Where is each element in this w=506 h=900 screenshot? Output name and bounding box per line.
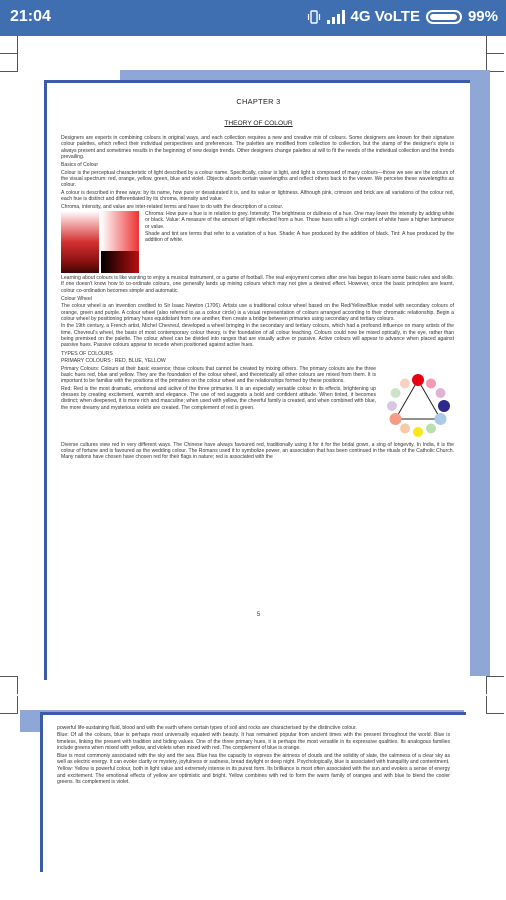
- battery-icon: [426, 10, 462, 24]
- document-viewer[interactable]: [0, 36, 506, 900]
- paragraph: Learning about colours is like wanting to enjoy a musical instrument, or a game of football. The real enjoyment comes after one has begun to learn some basic rules and skills. If one doesn't know how to co-ordinate colours, one generally lands up mixing colours which may not give a desired effect. However, once the basic principles are learnt, colour co-ordination becomes simple and automatic.: [61, 275, 454, 294]
- wheel-color-dot: [438, 400, 450, 412]
- paragraph: Colour is the perceptual characteristic of light described by a colour name. Specifically, colour is light, and light is composed of many colours—those we see are the colours of the visual spectrum: red, orange, yellow, green, blue and violet. Objects absorb certain wavelengths and reflect others back to the viewer. We perceive these wavelengths as colour.: [61, 169, 454, 189]
- wheel-color-dot: [412, 374, 424, 386]
- page-body: [47, 135, 470, 461]
- battery-percent: 99%: [467, 8, 498, 25]
- shade-swatch: [61, 211, 99, 273]
- wheel-color-dot: [413, 427, 423, 437]
- section-title: THEORY OF COLOUR: [224, 120, 293, 127]
- paragraph: Blue is most commonly associated with the sky and the sea. Blue has the capacity to express the airiness of clouds and the solidity of slate, the calmness of a clear sky as well as electric energy. It can evoke clarity or mystery, joyfulness or sadness, bread daylight or deep night. Psychologically, blue is associated with tranquility and contentment.: [57, 752, 450, 765]
- chroma-text: [145, 211, 454, 273]
- page-body: [43, 725, 466, 785]
- chroma-figure: [61, 211, 454, 273]
- chapter-heading: CHAPTER 3: [236, 97, 281, 106]
- crop-mark-icon: [0, 676, 18, 694]
- wheel-color-dot: [435, 413, 447, 425]
- subheading: Basics of Colour: [61, 162, 99, 169]
- vibrate-icon: [307, 10, 321, 24]
- wheel-color-dot: [391, 388, 401, 398]
- paragraph: Primary Colours: Colours at their basic essence; those colours that cannot be created by mixing others. The primary colours are the three basic hues red, blue and yellow. They are the foundation of the colour wheel, and theoretically all other colours are mixed from them. It is important to be familiar with the positions of the primaries on the colour wheel and the relationships formed by these positions.: [61, 365, 376, 385]
- wheel-color-dot: [426, 423, 436, 433]
- wheel-color-dot: [400, 378, 410, 388]
- color-wheel-image: [382, 370, 454, 442]
- subheading: Colour Wheel: [61, 295, 92, 302]
- paragraph: A colour is described in three ways: by its name, how pure or desaturated it is, and its value or lightness. Although pink, crimson and brick are all variations of the colour red, each hue is distinct and differentiated by its chroma, intensity and value.: [61, 189, 454, 203]
- wheel-color-dot: [390, 413, 402, 425]
- subheading: PRIMARY COLOURS : RED, BLUE, YELLOW: [61, 358, 166, 365]
- wheel-color-dot: [436, 388, 446, 398]
- network-label: 4G VoLTE: [350, 8, 420, 25]
- paragraph: Chroma, intensity, and value are inter-related terms and have to do with the description of a colour.: [61, 203, 284, 210]
- document-page: [44, 80, 470, 680]
- paragraph: Diverse cultures view red in very different ways. The Chinese have always favoured red, traditionally using it for it for the bridal gown, a sing of longevity. In India, it is the colour of fortune and is favoured as the wedding colour. The Romans used it to symbolize power, an association that has been continued in the rituals of the Catholic Church. Many nations have chosen have chosen red for their flags in nature; red is associated with the: [61, 441, 454, 461]
- paragraph: Red: Red is the most dramatic, emotional and active of the three primaries. It is an especially versatile colour in its effects, brightening up dresses by creating excitement, warmth and elegance. The use of red suggests a bold and confident attitude. When tinted, it becomes distinct; when deepened, it is more rich and masculine; when used with yellow, the cheerful family is created, and when combined with blue, the more dreamy and mysterious violets are created. The complement of red is green.: [61, 385, 376, 411]
- tint-swatch: [101, 211, 139, 273]
- crop-mark-icon: [486, 676, 504, 694]
- wheel-color-dot: [400, 423, 410, 433]
- crop-mark-icon: [0, 36, 18, 54]
- crop-mark-icon: [486, 36, 504, 54]
- primary-section: [61, 366, 454, 442]
- document-page: [40, 712, 466, 872]
- page-number: 5: [256, 612, 261, 618]
- wheel-color-dot: [387, 401, 397, 411]
- color-swatches-image: [61, 211, 139, 273]
- subheading: TYPES OF COLOURS: [61, 350, 113, 357]
- primary-text: [61, 366, 376, 442]
- page-decoration-right: [470, 70, 490, 676]
- crop-mark-icon: [0, 696, 18, 714]
- status-bar: [0, 0, 506, 36]
- paragraph: Yellow: Yellow is powerful colour, both in light value and extremely intense in its purest form. Its brilliance is most often associated with the sun and evokes a sense of energy and excitement. The emotional effects of yellow are optimistic and bright. Yellow combines with red to form the warm family of oranges and with blue to blend the cooler greens. Its complement is violet.: [57, 766, 450, 785]
- paragraph: The colour wheel is an invention credited to Sir Isaac Newton (1706). Artists use a traditional colour wheel based on the Red/Yellow/Blue model with secondary colours of orange, green and purple. A colour wheel (also referred to as a colour circle) is a visual representation of colours arranged according to their chromatic relationship. Begin a colour wheel by positioning primary hues equidistant from one another, then create a bridge between primaries using secondary and tertiary colours.: [61, 303, 454, 322]
- status-time: 21:04: [10, 8, 51, 25]
- wheel-color-dot: [426, 378, 436, 388]
- signal-icon: [327, 10, 345, 24]
- paragraph: Blue: Of all the colours, blue is perhaps most universally equated with beauty. It has remained popular from ancient times with the present throughout the world. Blue is timeless, linking the present with tradition and biding values. One of the three primary hues, it is perhaps the most versatile in its expressive qualities. Its analogous families include greens when mixed with yellow, and violets when mixed with red. The complement of blue is orange.: [57, 732, 450, 752]
- crop-mark-icon: [0, 54, 18, 72]
- crop-mark-icon: [486, 696, 504, 714]
- status-right: [307, 8, 498, 25]
- paragraph: Designers are experts in combining colours in original ways, and each collection requires a new and creative mix of colours. Some designers are known for their signature colour palettes, which reflect their individual perspectives and preferences. The palettes are modified from collection to collection, but the stamp of the designer's style is always present and sometimes results in the beginning of new design trends. Other designers change palettes at will to fit the needs of the individual collection and the trends prevailing.: [61, 135, 454, 160]
- paragraph: Chroma: How pure a hue is in relation to grey. Intensity: The brightness or dullness of a hue. One may lower the intensity by adding white or black. Value: A measure of the amount of light reflected from a hue. Those hues with a high content of white have a higher luminance or value.: [145, 211, 454, 230]
- paragraph: Shade and tint are terms that refer to a variation of a hue. Shade: A hue produced by the addition of black. Tint: A hue produced by the addition of white.: [145, 231, 454, 244]
- paragraph: In the 19th century, a French artist, Michel Chevreul, developed a wheel bringing in the secondary and tertiary colours, which had a profound influence on many artists of the time. Chevreul's wheel, the basis of most contemporary colour theory, is the foundation of all colour teaching. Colours could now be mixed optically, in the eye, rather than being premixed on the palette. The colour wheel can be divided into ranges that are visually active or passive. Active colours will appear to advance when placed against passive hues. Passive colours appear to recede when positioned against active hues.: [61, 323, 454, 349]
- paragraph: powerful life-sustaining fluid, blood and with the earth where certain types of soil and rocks are characterised by the distinctive colour.: [57, 725, 357, 731]
